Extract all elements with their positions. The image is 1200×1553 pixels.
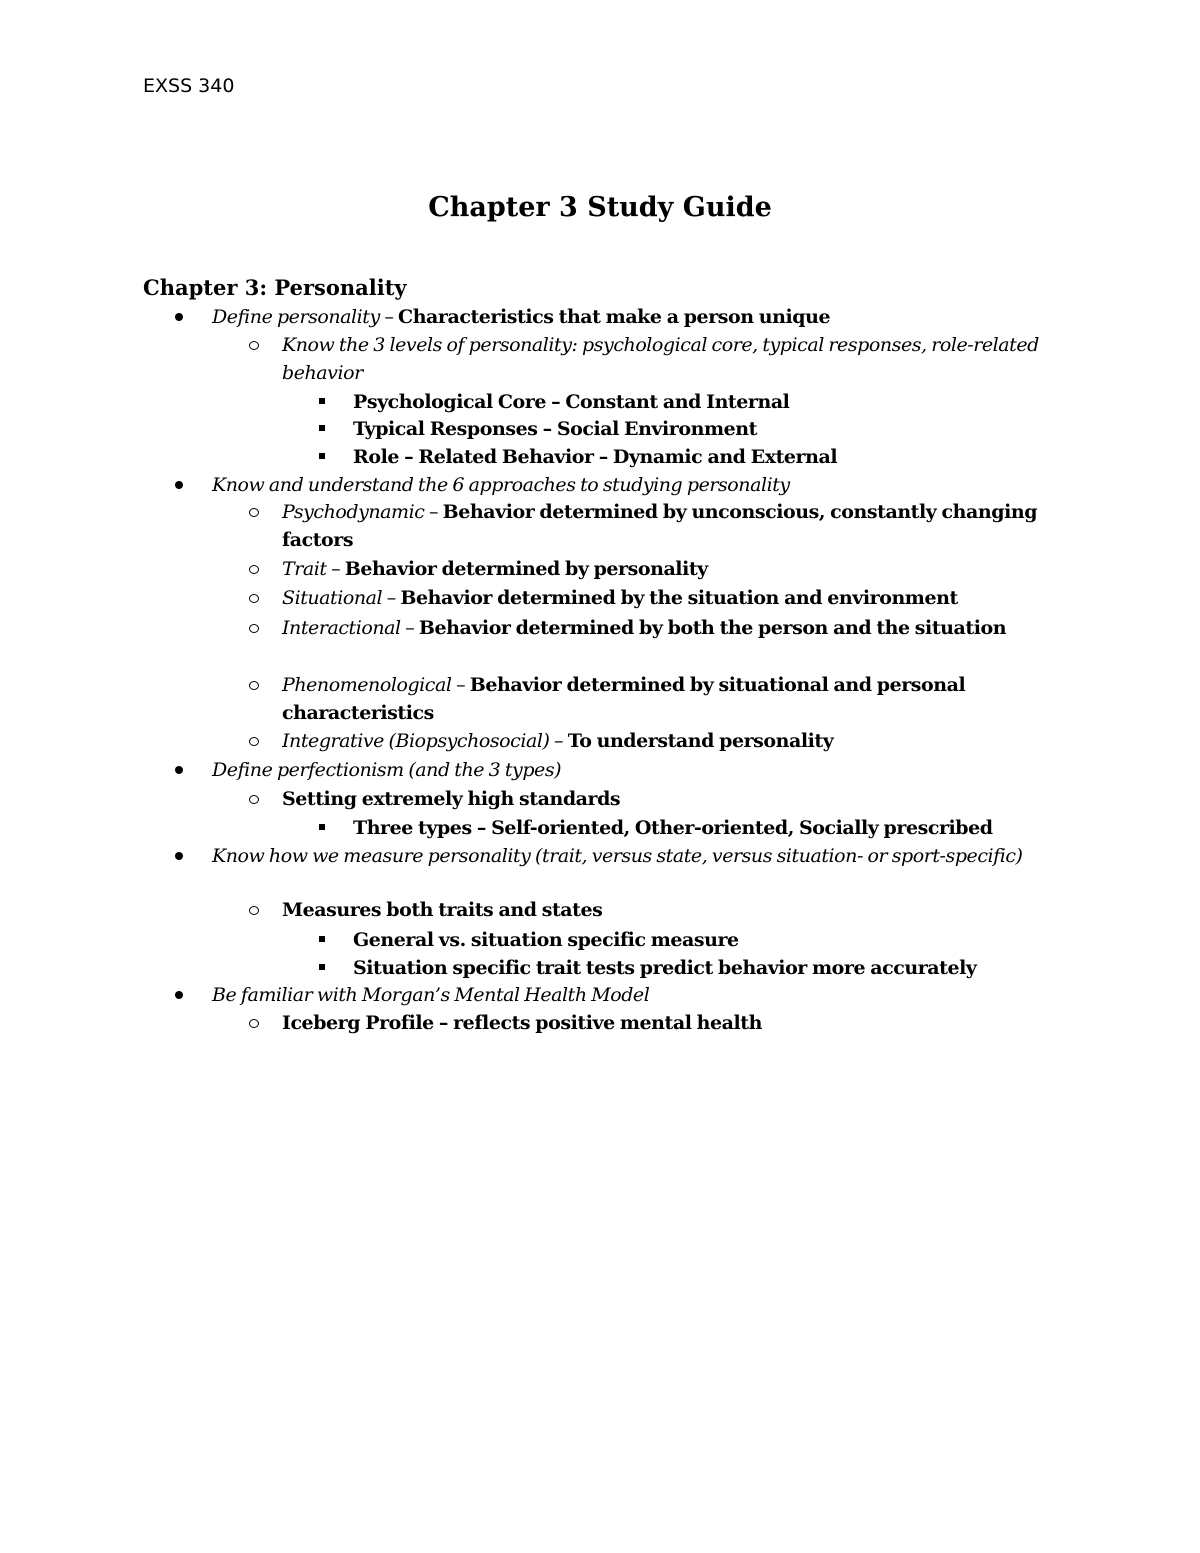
outline-item-answer: Behavior determined by the situation and environment bbox=[400, 587, 958, 609]
outline-item-answer: Typical Responses – Social Environment bbox=[353, 418, 757, 440]
outline-item-answer: Three types – Self-oriented, Other-oriented, Socially prescribed bbox=[353, 817, 993, 839]
outline-item-level-2 bbox=[282, 614, 1042, 642]
outline-item-prompt: Be familiar with Morgan’s Mental Health Model bbox=[212, 984, 650, 1006]
bullet-square-icon bbox=[319, 824, 325, 830]
bullet-disc-icon bbox=[175, 852, 183, 860]
outline-item-prompt: Know and understand the 6 approaches to studying personality bbox=[212, 474, 790, 496]
outline-item-level-2 bbox=[282, 785, 1042, 813]
outline-item-answer: Psychological Core – Constant and Internal bbox=[353, 391, 790, 413]
outline-item-answer: Behavior determined by unconscious, constantly changing factors bbox=[282, 501, 1038, 551]
bullet-disc-icon bbox=[175, 766, 183, 774]
bullet-disc-icon bbox=[175, 991, 183, 999]
outline-item-level-2 bbox=[282, 498, 1042, 554]
bullet-circle-icon bbox=[249, 737, 259, 746]
outline-item-separator: – bbox=[379, 306, 399, 328]
outline-item-separator: – bbox=[549, 730, 568, 752]
outline-item-separator: – bbox=[451, 674, 470, 696]
outline-item-prompt: Know how we measure personality (trait, versus state, versus situation- or sport-specific) bbox=[212, 845, 1023, 867]
outline-item-prompt: Interactional bbox=[282, 617, 401, 639]
outline-item-level-3 bbox=[353, 954, 1053, 982]
outline-item-level-1 bbox=[212, 842, 1042, 870]
bullet-square-icon bbox=[319, 425, 325, 431]
outline-item-level-2 bbox=[282, 896, 1042, 924]
course-header: EXSS 340 bbox=[143, 75, 235, 97]
outline-item-level-2 bbox=[282, 727, 1042, 755]
outline-item-answer: To understand personality bbox=[567, 730, 834, 752]
outline-item-answer: Behavior determined by situational and personal characteristics bbox=[282, 674, 966, 724]
outline-item-level-3 bbox=[353, 388, 1053, 416]
outline-item-level-3 bbox=[353, 926, 1053, 954]
bullet-circle-icon bbox=[249, 594, 259, 603]
outline-item-answer: Measures both traits and states bbox=[282, 899, 603, 921]
outline-item-answer: Behavior determined by both the person and the situation bbox=[418, 617, 1007, 639]
bullet-square-icon bbox=[319, 453, 325, 459]
outline-item-prompt: Trait bbox=[282, 558, 327, 580]
section-heading: Chapter 3: Personality bbox=[143, 275, 407, 300]
outline-item-separator: – bbox=[326, 558, 345, 580]
bullet-square-icon bbox=[319, 398, 325, 404]
outline-item-level-3 bbox=[353, 443, 1053, 471]
outline-item-prompt: Define personality bbox=[212, 306, 380, 328]
outline-item-answer: Characteristics that make a person unique bbox=[398, 306, 831, 328]
outline-item-answer: Situation specific trait tests predict behavior more accurately bbox=[353, 957, 977, 979]
bullet-square-icon bbox=[319, 936, 325, 942]
outline-item-prompt: Phenomenological bbox=[282, 674, 452, 696]
bullet-circle-icon bbox=[249, 681, 259, 690]
outline-item-separator: – bbox=[424, 501, 443, 523]
outline-item-level-3 bbox=[353, 814, 1053, 842]
outline-item-level-2 bbox=[282, 584, 1042, 612]
outline-item-level-1 bbox=[212, 981, 1042, 1009]
outline-item-answer: Behavior determined by personality bbox=[344, 558, 708, 580]
outline-item-level-3 bbox=[353, 415, 1053, 443]
outline-item-separator: – bbox=[382, 587, 401, 609]
outline-item-level-1 bbox=[212, 756, 1042, 784]
page-title: Chapter 3 Study Guide bbox=[428, 192, 772, 223]
outline-item-prompt: Define perfectionism (and the 3 types) bbox=[212, 759, 562, 781]
outline-item-level-2 bbox=[282, 1009, 1042, 1037]
outline-item-answer: General vs. situation specific measure bbox=[353, 929, 739, 951]
outline-item-level-2 bbox=[282, 555, 1042, 583]
outline-item-level-1 bbox=[212, 471, 1042, 499]
outline-item-level-2 bbox=[282, 671, 1042, 727]
bullet-square-icon bbox=[319, 964, 325, 970]
outline-item-prompt: Situational bbox=[282, 587, 383, 609]
outline-item-level-2 bbox=[282, 331, 1042, 387]
outline-item-prompt: Know the 3 levels of personality: psychological core, typical responses, role-related behavior bbox=[282, 334, 1039, 384]
outline-item-level-1 bbox=[212, 303, 1042, 331]
outline-item-answer: Iceberg Profile – reflects positive mental health bbox=[282, 1012, 762, 1034]
bullet-circle-icon bbox=[249, 508, 259, 517]
bullet-circle-icon bbox=[249, 624, 259, 633]
bullet-disc-icon bbox=[175, 481, 183, 489]
outline-item-prompt: Psychodynamic bbox=[282, 501, 425, 523]
bullet-circle-icon bbox=[249, 1019, 259, 1028]
bullet-circle-icon bbox=[249, 341, 259, 350]
bullet-circle-icon bbox=[249, 795, 259, 804]
bullet-circle-icon bbox=[249, 906, 259, 915]
outline-item-answer: Setting extremely high standards bbox=[282, 788, 621, 810]
outline-item-answer: Role – Related Behavior – Dynamic and External bbox=[353, 446, 838, 468]
bullet-disc-icon bbox=[175, 313, 183, 321]
outline-item-prompt: Integrative (Biopsychosocial) bbox=[282, 730, 550, 752]
outline-item-separator: – bbox=[400, 617, 419, 639]
bullet-circle-icon bbox=[249, 565, 259, 574]
